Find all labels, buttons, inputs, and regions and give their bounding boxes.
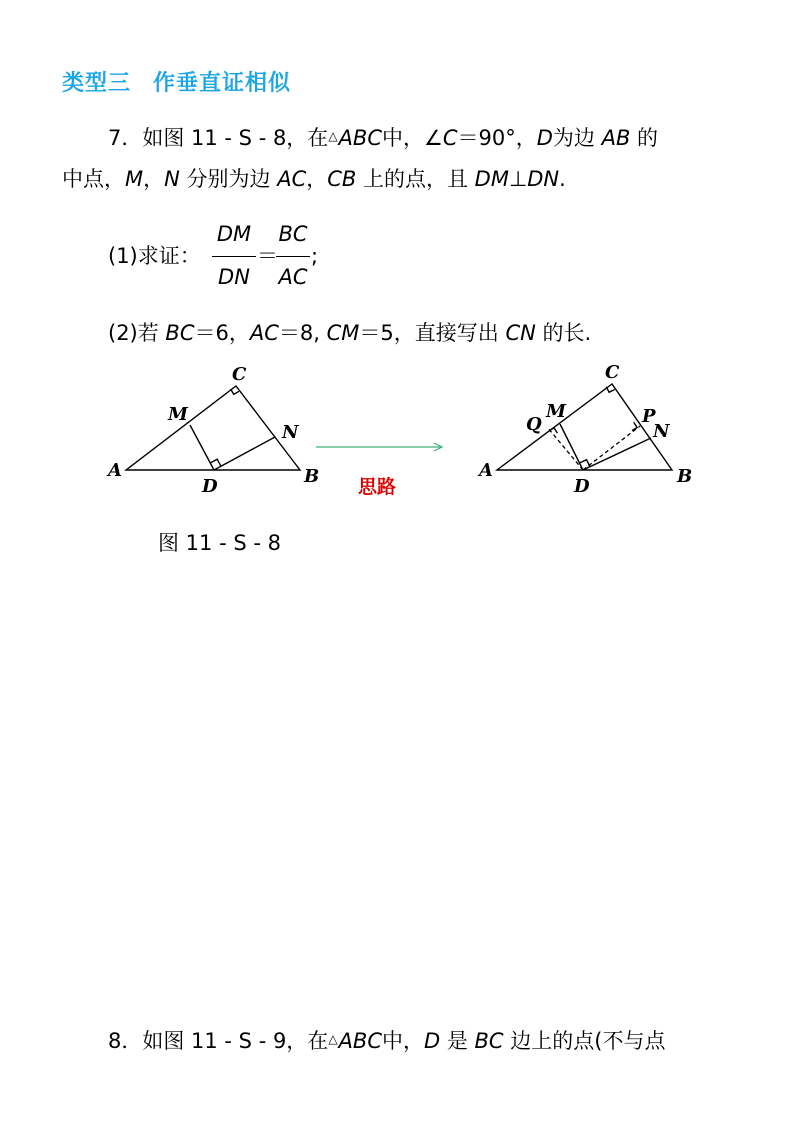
problem7-line1 [108,121,658,153]
text: 7．如图 11 - S - 8，在 [108,126,329,150]
label-c: C [232,364,247,385]
fraction-bc-ac [276,222,310,289]
fraction-bar [276,256,310,257]
problem8-line1 [108,1024,665,1056]
triangle-abc-left [126,386,300,470]
var-d: D [423,1029,441,1053]
triangle-abc-right [497,384,672,470]
text: 的长. [535,321,592,345]
label-c-right: C [605,362,620,383]
fraction-dm-dn [212,222,256,289]
text: 中， [381,1029,424,1053]
label-d-right: D [574,476,590,497]
dashed-perpendiculars [548,426,640,470]
section-heading [62,66,291,97]
fraction-numerator: BC [278,222,308,246]
label-b-right: B [677,466,693,487]
geometry-figures [0,355,793,515]
text: ＝8, [278,321,327,345]
label-p-right: P [642,406,656,427]
text: 上的点，且 [356,167,475,191]
left-figure [126,386,300,470]
label-m-right: M [546,401,566,422]
semicolon: ; [311,244,319,268]
figure-caption: 图 11 - S - 8 [158,531,281,555]
text: 中，∠ [381,126,443,150]
var-cm: CM [326,321,360,345]
var-cn: CN [505,321,536,345]
text: ， [143,167,165,191]
label-q-right: Q [526,414,542,435]
part2-line [108,318,591,348]
text: 8．如图 11 - S - 9，在 [108,1029,329,1053]
label-m: M [168,404,188,425]
text: 为边 [552,126,602,150]
text: 中点， [62,167,125,191]
segment-dn-right [583,438,651,470]
part1-label: (1)求证： [108,244,201,268]
right-figure [497,384,672,470]
var-cb: CB [327,167,357,191]
arrow-label: 思路 [358,476,397,498]
var-ab: AB [601,126,631,150]
right-angle-c [231,389,239,394]
var-ac: AC [277,167,307,191]
text: (2)若 [108,321,166,345]
label-n: N [282,422,299,443]
fraction-denominator: AC [278,265,308,289]
label-d: D [202,476,218,497]
label-b: B [304,466,320,487]
triangle-symbol: △ [328,1032,338,1046]
text: ， [306,167,328,191]
section-name: 作垂直证相似 [153,71,292,96]
segment-dn [214,437,275,470]
var-abc: ABC [338,126,382,150]
label-a: A [108,460,122,481]
var-ac: AC [249,321,279,345]
section-type: 类型三 [62,71,132,96]
text: ＝6， [194,321,250,345]
fraction-bar [212,256,256,257]
segment-dp [583,426,640,470]
right-angle-p [632,422,637,430]
text: ＝5，直接写出 [359,321,506,345]
label-a-right: A [479,460,493,481]
problem7-line2 [62,164,566,194]
text: 边上的点(不与点 [503,1029,666,1053]
perp-symbol: ⊥ [508,167,528,191]
var-bc: BC [474,1029,504,1053]
fraction-numerator: DM [216,222,252,246]
var-c: C [442,126,458,150]
equals-sign: ＝ [257,244,278,268]
var-dm: DM [474,167,509,191]
var-abc: ABC [338,1029,382,1053]
var-dn: DN [527,167,560,191]
var-bc: BC [165,321,195,345]
text: ＝90°， [457,126,537,150]
text: 的 [630,126,659,150]
var-n: N [164,167,180,191]
arrow-icon [316,443,442,451]
triangle-symbol: △ [328,129,338,143]
var-m: M [125,167,144,191]
text: . [559,167,566,191]
var-d: D [536,126,553,150]
text: 是 [440,1029,475,1053]
text: 分别为边 [179,167,278,191]
label-n-right: N [653,421,670,442]
fraction-denominator: DN [218,265,250,289]
